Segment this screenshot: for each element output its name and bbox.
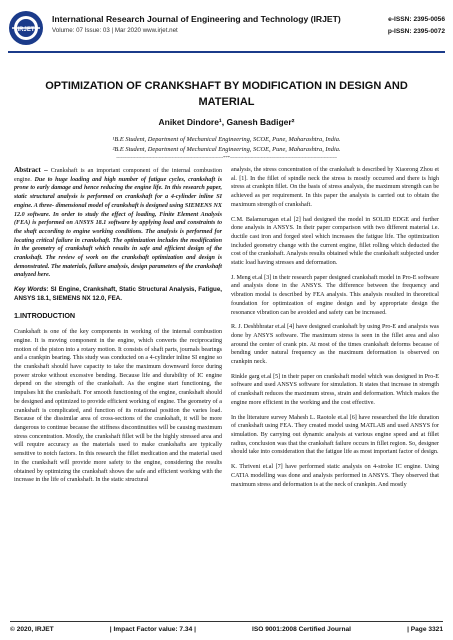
body-paragraph: R. J. Deshbhratar et.al [4] have designed crankshaft by using Pro-E and analysis was done by ANSYS software. The maximum stress is seen in the fillet area and also around the center of crank pin. At most of the times crankshaft deforms because of bending under natural frequency as the maximum deformation is observed on crankpin neck. (231, 324, 439, 366)
pissn: p-ISSN: 2395-0072 (387, 28, 445, 35)
eissn: e-ISSN: 2395-0056 (388, 16, 445, 23)
footer-copyright: © 2020, IRJET (10, 626, 54, 633)
journal-logo (8, 10, 44, 46)
abstract-text: Due to huge loading and high number of fatigue cycles, crankshaft is prone to early damage and hence reducing the engine life. In this research paper, static structural analysis is performed on crankshaft for a 4-cylinder inline SI engine. A three- dimensional model of crankshaft is designed using SIEMENS NX 12.0 software. In order to study the effect of loading, Finite Element Analysis (FEA) is performed on ANSYS 18.1 software by applying load and constraints to the shaft according to engine working conditions. The analysis is performed for locating critical failure in crankshaft. The optimization includes the modification in the geometry of crankshaft which results in safe and efficient design of the crankshaft. The review of work on the crankshaft optimization and design is demonstrated. The materials, failure analysis, design parameters of the crankshaft analyzed here. (14, 176, 222, 279)
abstract-label: Abstract – (14, 166, 48, 174)
page-footer (10, 626, 443, 633)
section-separator: -------------------------------------------------------------------------***------------------------------------------------------------------------- (116, 156, 337, 161)
footer-impact-factor: | Impact Factor value: 7.34 | (109, 626, 196, 633)
body-paragraph: In the literature survey Mahesh L. Raotole et.al [6] have researched the life duration of crankshaft using FEA. They created model using MATLAB and used ANSYS for simulation. By carrying out dynamic analysis at various engine speed and at fillet radius, conclusion was that the crankshaft failure occurs in fillet region. So, designer should take into consideration that the fatigue life as most important factor of design. (231, 414, 439, 456)
keywords-text: : SI Engine, Crankshaft, Static Structural Analysis, Fatigue, ANSYS 18.1, SIEMENS NX 12.0, FEA. (14, 286, 222, 302)
logo-text: IRJET (17, 27, 35, 33)
footer-divider (10, 621, 443, 622)
keywords-paragraph (14, 286, 222, 303)
journal-title: International Research Journal of Engineering and Technology (IRJET) (52, 14, 341, 24)
affiliation-1: ¹B.E Student, Department of Mechanical Engineering, SCOE, Pune, Maharashtra, India. (112, 136, 341, 143)
abstract-lead: Crankshaft is an important component of the internal combustion engine. (14, 168, 223, 183)
footer-iso: ISO 9001:2008 Certified Journal (252, 626, 351, 633)
abstract-paragraph (14, 166, 222, 280)
header-divider (8, 51, 445, 53)
section-heading-introduction: 1.INTRODUCTION (14, 310, 76, 320)
footer-page-number: | Page 3321 (407, 626, 443, 633)
right-column (231, 166, 439, 495)
left-column (14, 166, 222, 491)
intro-paragraph: Crankshaft is one of the key components in working of the internal combustion engine. It is moving component in the engine, which converts the reciprocating motion of the piston into a rotary motion. It consists of shaft parts, journals bearings and a crankpin bearing. This study was conducted on a 4-cylinder inline SI engine so the crankshaft should have capacity to take the maximum downward force during power stroke without excessive bending. Because life and durability of IC engine depend on the strength of the crankshaft. As the engine start functioning, the impulses hit the crankshaft. For smooth functioning of the engine, crankshaft should be designed and optimized to provide efficient working of engine. The geometry of a crankshaft is complicated, and function of its rotational position the varies load. Because of the dissimilar area of cross-sections of the crankshaft, it will be more dangerous to continue because the stiffness discontinuities will be causing maximum stress concentration. Mostly, the crankshaft fillet will be the highly stressed area and will require accuracy as the materials used to make crankshafts are typically sensitive to notch factors. In this research the fillet medication and the material used in the crankshaft will provide more safety to the engine, considering the results obtained by optimizing the crankshaft shows the safe and efficient working with the increase in the life of crankshaft. In the static structural (14, 329, 222, 484)
issn-block (388, 14, 445, 38)
affiliation-2: ²B.E Student, Department of Mechanical Engineering, SCOE, Pune, Maharashtra, India. (112, 146, 341, 153)
body-paragraph: C.M. Balamurugan et.al [2] had designed the model in SOLID EDGE and further done analysis in ANSYS. In their paper comparison with two different material i.e. ductile cast iron and forged steel which increases the fatigue life. The optimization included geometry change with the current engine, fillet rolling which deducted the cost of the crankshaft. Analysis results obtained while the crankshaft subjected under static load having stresses and deformation. (231, 216, 439, 267)
body-paragraph: J. Meng et.al [3] in their research paper designed crankshaft model in Pro-E software and analysis done in the ANSYS. The difference between the frequency and vibration modal is described by FEA analysis. This analysis resulted in theoretical foundation for optimization of engine design and by appropriate design the resonance vibration can be avoided and safety can be increased. (231, 274, 439, 316)
body-paragraph: Rinkle garg et.al [5] in their paper on crankshaft model which was designed in Pro-E software and used ANSYS software for simulation. It states that increase in strength of crankshaft reduces the maximum stress, strain and deformation. Which makes the engine more efficient in the working and the cost effective. (231, 373, 439, 406)
author-list: Aniket Dindore¹, Ganesh Badiger² (158, 117, 295, 127)
irjet-logo-icon (8, 10, 44, 46)
keywords-label: Key Words (14, 286, 47, 294)
volume-issue-line: Volume: 07 Issue: 03 | Mar 2020 www.irjet.net (52, 27, 178, 34)
journal-header (8, 10, 445, 54)
body-paragraph: K. Thriveni et.al [7] have performed static analysis on 4-stroke IC engine. Using CATIA modelling was done and analysis performed in ANSYS. They observed that maximum stress and deformation is at the neck of crankpin. And mostly (231, 464, 439, 488)
body-paragraph: analysis, the stress concentration of the crankshaft is described by Xiaorong Zhou et al. [1]. In the fillet of spindle neck the stress is mostly occurred and there is high stress at crankpin fillet. On the basis of stress analysis, the maximum strength can be achieved as per requirement. In this paper the analysis is carried out to obtain the maximum strength of crankshaft. (231, 167, 439, 208)
paper-title: OPTIMIZATION OF CRANKSHAFT BY MODIFICATION IN DESIGN AND MATERIAL (45, 80, 408, 108)
